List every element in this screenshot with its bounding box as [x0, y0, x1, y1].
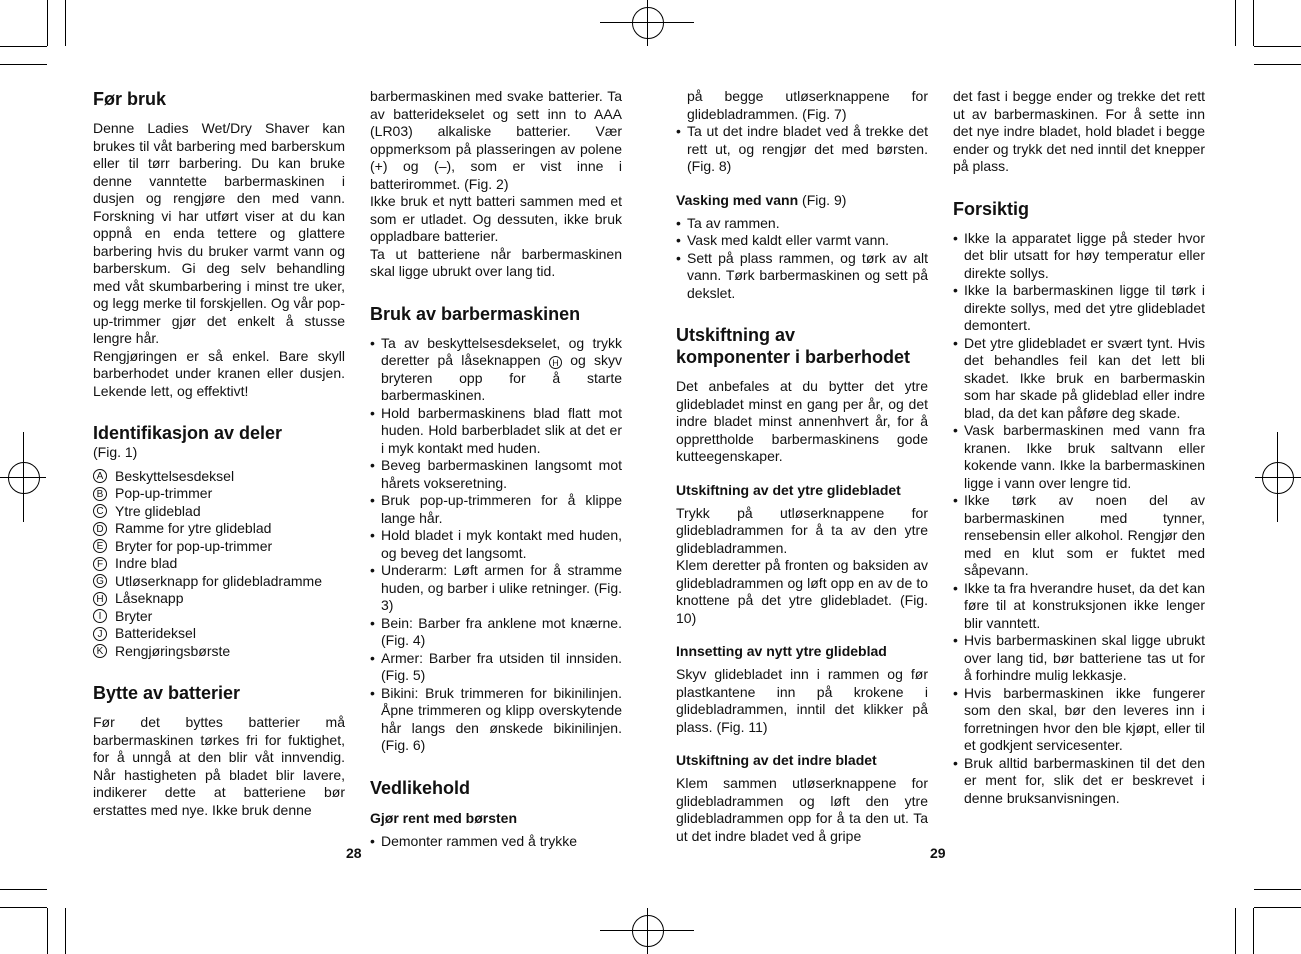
- crop-mark: [1253, 908, 1254, 954]
- part-letter: D: [93, 522, 107, 536]
- part-label: Pop-up-trimmer: [115, 485, 213, 501]
- paragraph-indre: Klem sammen utløserknappene for glidebladrammen og løft den ytre glidebladrammen opp for å ta den ut. Ta ut det indre bladet ved å gripe: [676, 775, 928, 844]
- crop-mark: [1235, 0, 1236, 46]
- page-number-right: 29: [930, 845, 946, 861]
- crop-mark: [0, 64, 47, 65]
- list-item: • Vask barbermaskinen med vann fra kranen. Ikke bruk saltvann eller kokende vann. Ikke la barbermaskinen ligge i vann over lengre tid.: [953, 422, 1205, 492]
- list-item: • Ta av beskyttelsesdekselet, og trykk deretter på låseknappen H og skyv bryteren opp for å starte barbermaskinen.: [370, 335, 622, 405]
- column-4: [953, 88, 1205, 807]
- heading-bytte-batterier: Bytte av batterier: [93, 683, 241, 703]
- crop-mark: [1253, 0, 1254, 46]
- list-item: • Underarm: Løft armen for å stramme huden, og barber i ulike retninger. (Fig. 3): [370, 562, 622, 615]
- crop-mark: [0, 907, 47, 908]
- part-label: Beskyttelsesdeksel: [115, 467, 235, 484]
- paragraph-for-bruk: Denne Ladies Wet/Dry Shaver kan brukes til våt barbering med barberskum eller til tørr barbering. Du kan bruke denne vanntette barbermaskinen i dusjen og rengjøre den med vann. Forskning vi har utført viser at du kan oppnå en enda tettere og glattere barbering hvis du bruker varmt vann og barberskum. Gi deg selv behandling med våt skumbarbering i minst tre uker, og legg merke til forskjellen. Og vår pop-up-trimmer gjør det enkelt å stusse lengre hår.: [93, 120, 345, 346]
- parts-list: [93, 468, 345, 661]
- list-item: • Armer: Barber fra utsiden til innsiden. (Fig. 5): [370, 650, 622, 685]
- part-letter: F: [93, 557, 107, 571]
- crop-mark: [0, 46, 47, 47]
- part-label: Utløserknapp for glidebladramme: [115, 572, 322, 589]
- part-letter: G: [93, 574, 107, 588]
- subheading-nytt-glideblad: Innsetting av nytt ytre glideblad: [676, 643, 887, 659]
- subheading-indre-blad: Utskiftning av det indre bladet: [676, 752, 877, 768]
- part-item: [93, 538, 345, 556]
- part-item: [93, 503, 345, 521]
- part-letter: H: [549, 356, 562, 369]
- part-letter: I: [93, 609, 107, 623]
- part-letter: B: [93, 487, 107, 501]
- heading-vedlikehold: Vedlikehold: [370, 777, 471, 798]
- gjor-rent-list: [370, 833, 622, 851]
- list-item: • Sett på plass rammen, og tørk av alt vann. Tørk barbermaskinen og sett på dekslet.: [676, 250, 928, 303]
- heading-bruk-av-barbermaskinen: Bruk av barbermaskinen: [370, 303, 581, 324]
- crop-mark: [1254, 46, 1301, 47]
- crop-mark: [1254, 64, 1301, 65]
- column-3: [676, 88, 928, 845]
- part-item: [93, 520, 345, 538]
- part-label: Rengjøringsbørste: [115, 642, 231, 659]
- list-item: • Bein: Barber fra anklene mot knærne. (Fig. 4): [370, 615, 622, 650]
- heading-utskiftning: Utskiftning av komponenter i barberhodet: [676, 325, 911, 367]
- list-item: • Hvis barbermaskinen ikke fungerer som den skal, bør den leveres inn i forretningen hvor den ble kjøpt, eller til et godkjent servicesenter.: [953, 685, 1205, 755]
- list-item: • Ta av rammen.: [676, 215, 928, 233]
- continued-text: på begge utløserknappene for glidebladrammen. (Fig. 7): [687, 88, 928, 122]
- part-item: [93, 643, 345, 661]
- crop-mark: [0, 889, 47, 890]
- part-item: [93, 555, 345, 573]
- subheading-ytre-glideblad: Utskiftning av det ytre glidebladet: [676, 481, 901, 498]
- bruk-list: [370, 335, 622, 755]
- part-item: [93, 485, 345, 503]
- crop-mark: [1235, 908, 1236, 954]
- subheading-vasking: Vasking med vann (Fig. 9): [676, 191, 847, 208]
- heading-for-bruk: Før bruk: [93, 89, 167, 109]
- part-letter: E: [93, 539, 107, 553]
- part-label: Indre blad: [115, 555, 178, 571]
- heading-identifikasjon: Identifikasjon av deler: [93, 423, 283, 443]
- subheading-gjor-rent: Gjør rent med børsten: [370, 809, 518, 826]
- registration-mark: [8, 462, 40, 494]
- list-item: • Ikke tørk av noen del av barbermaskinen med tynner, rensebensin eller alkohol. Rengjør den med en klut som er fuktet med såpevann.: [953, 492, 1205, 580]
- crop-mark: [65, 0, 66, 46]
- paragraph-ytre-2: Klem deretter på fronten og baksiden av glidebladrammen og løft opp en av de to knottene på det ytre glidebladet. (Fig. 10): [676, 557, 928, 626]
- part-label: Bryter for pop-up-trimmer: [115, 537, 273, 554]
- part-letter: C: [93, 504, 107, 518]
- part-item: [93, 625, 345, 643]
- paragraph-batterier-1: barbermaskinen med svake batterier. Ta av batteridekselet og sett inn to AAA (LR03) alkaliske batterier. Vær oppmerksom på plasseringen av polene (+) og (–), som er vist inne i batterirommet. (Fig. 2): [370, 88, 622, 192]
- paragraph-rengjoring: Rengjøringen er så enkel. Bare skyll barberhodet under kranen eller dusjen. Lekende lett, og effektivt!: [93, 347, 345, 399]
- crop-mark: [1254, 889, 1301, 890]
- paragraph-nytt: Skyv glidebladet inn i rammen og før plastkantene inn på krokene i glidebladrammen, inntil det klikker på plass. (Fig. 11): [676, 666, 928, 735]
- paragraph-batterier-2: Ikke bruk et nytt batteri sammen med et som er utladet. Og dessuten, ikke bruk oppladbare batterier.: [370, 193, 622, 244]
- paragraph-ytre-1: Trykk på utløserknappene for glidebladrammen for å ta av den ytre glidebladrammen.: [676, 504, 928, 556]
- column-2: [370, 88, 622, 850]
- part-label: Låseknapp: [115, 590, 184, 606]
- paragraph-utskiftning: Det anbefales at du bytter det ytre glidebladet minst en gang per år, og det indre bladet minst annenhvert år, for å opprettholde barbermaskinens gode kutteegenskaper.: [676, 378, 928, 464]
- part-item: [93, 468, 345, 486]
- part-letter: K: [93, 644, 107, 658]
- part-label: Ytre glideblad: [115, 502, 201, 519]
- registration-mark: [1262, 462, 1294, 494]
- registration-mark: [632, 7, 664, 39]
- part-label: Ramme for ytre glideblad: [115, 520, 272, 536]
- column-1: [93, 88, 345, 819]
- part-item: [93, 608, 345, 626]
- part-letter: J: [93, 627, 107, 641]
- list-item: • Demonter rammen ved å trykke: [370, 833, 622, 851]
- part-label: Batterideksel: [115, 625, 196, 641]
- part-item: [93, 573, 345, 591]
- crop-mark: [65, 908, 66, 954]
- part-letter: A: [93, 469, 107, 483]
- crop-mark: [47, 908, 48, 954]
- crop-mark: [1254, 907, 1301, 908]
- vasking-list: [676, 215, 928, 303]
- list-item: • Ikke la apparatet ligge på steder hvor det blir utsatt for høy temperatur eller direkte sollys.: [953, 230, 1205, 283]
- list-item: • Ta ut det indre bladet ved å trekke det rett ut, og rengjør det med børsten. (Fig. 8): [676, 123, 928, 176]
- paragraph-batterier-3: Ta ut batteriene når barbermaskinen skal ligge ubrukt over lang tid.: [370, 245, 622, 279]
- list-item: • Bruk alltid barbermaskinen til det den er ment for, slik det er beskrevet i denne bruksanvisningen.: [953, 755, 1205, 808]
- list-item: • Beveg barbermaskinen langsomt mot hårets vokseretning.: [370, 457, 622, 492]
- list-item: • Det ytre glidebladet er svært tynt. Hvis det behandles feil kan det lett bli skadet. Ikke bruk en barbermaskin som har skade på glideblad eller indre blad, da det kan påføre deg skade.: [953, 335, 1205, 423]
- list-item: • Ikke ta fra hverandre huset, da det kan føre til at konstruksjonen ikke lenger blir vanntett.: [953, 580, 1205, 633]
- part-label: Bryter: [115, 607, 153, 624]
- heading-forsiktig: Forsiktig: [953, 198, 1030, 219]
- crop-mark: [47, 0, 48, 46]
- page-number-left: 28: [346, 845, 362, 861]
- list-item: • Hold barbermaskinens blad flatt mot huden. Hold barberbladet slik at det er i myk kontakt med huden.: [370, 405, 622, 458]
- registration-mark: [632, 915, 664, 947]
- paragraph-continued: det fast i begge ender og trekke det rett ut av barbermaskinen. For å sette inn det nye indre bladet, hold bladet i begge ender og trykk det ned inntil det knepper på plass.: [953, 88, 1205, 174]
- paragraph-bytte-batterier: Før det byttes batterier må barbermaskinen tørkes fri for fuktighet, for å unngå at den blir våt innvendig. Når hastigheten på bladet blir lavere, indikerer dette at batteriene bør erstattes med nye. Ikke bruk denne: [93, 714, 345, 818]
- part-letter: H: [93, 592, 107, 606]
- forsiktig-list: [953, 230, 1205, 808]
- figure-ref: (Fig. 1): [93, 444, 138, 460]
- list-item: • Ikke la barbermaskinen ligge til tørk i direkte sollys, med det ytre glidebladet demontert.: [953, 282, 1205, 335]
- list-item: • Hvis barbermaskinen skal ligge ubrukt over lang tid, bør batteriene tas ut for å forhindre mulig lekkasje.: [953, 632, 1205, 685]
- list-item: • Bruk pop-up-trimmeren for å klippe lange hår.: [370, 492, 622, 527]
- indre-list: [676, 123, 928, 176]
- list-item: • Bikini: Bruk trimmeren for bikinilinjen. Åpne trimmeren og klipp overskytende hår langs den ønskede bikinilinjen. (Fig. 6): [370, 685, 622, 755]
- part-item: [93, 590, 345, 608]
- list-item: • Hold bladet i myk kontakt med huden, og beveg det langsomt.: [370, 527, 622, 562]
- list-item: • Vask med kaldt eller varmt vann.: [676, 232, 928, 250]
